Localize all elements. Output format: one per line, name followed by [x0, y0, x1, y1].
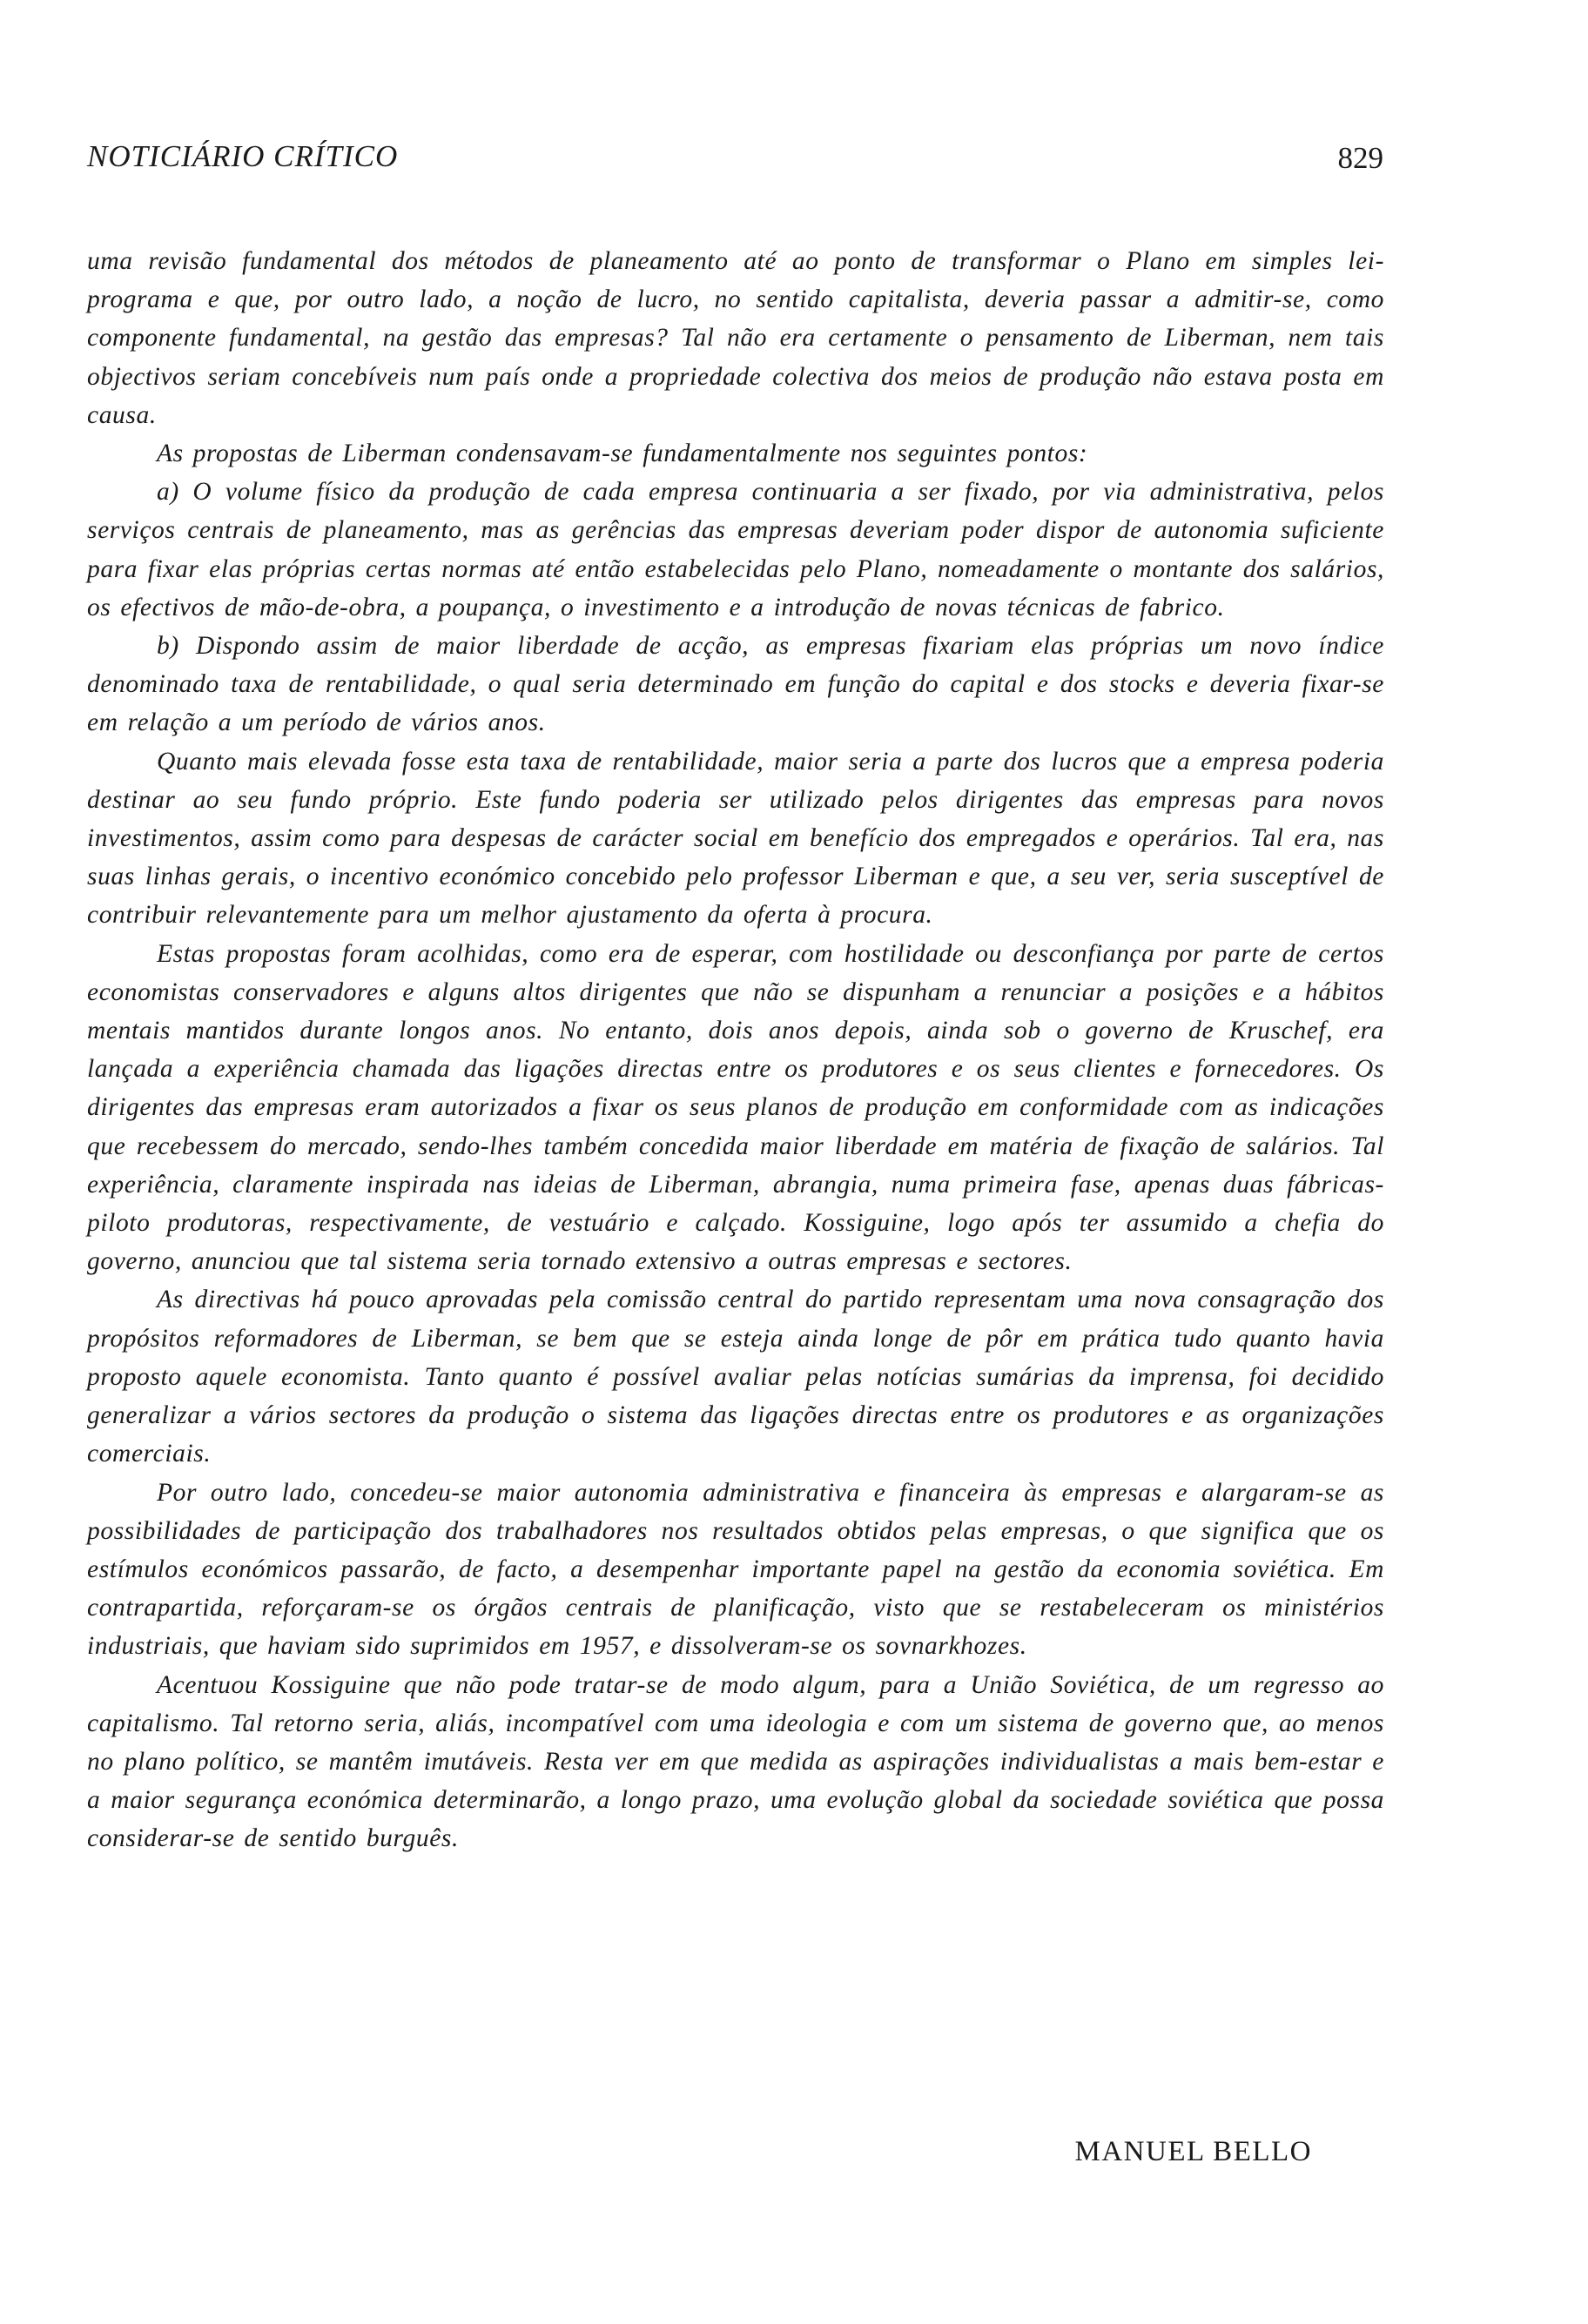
paragraph: As directivas há pouco aprovadas pela comissão central do partido representam uma nova consagração dos propósitos reformadores de Liberman, se bem que se esteja ainda longe de pôr em prática tudo quanto havia proposto aquele economista. Tanto quanto é possível avaliar pelas notícias sumárias da imprensa, foi decidido generalizar a vários sectores da produção o sistema das ligações directas entre os produtores e as organizações comerciais.: [87, 1286, 1384, 1468]
paragraph: uma revisão fundamental dos métodos de planeamento até ao ponto de transformar o Plano em simples lei-programa e que, por outro lado, a noção de lucro, no sentido capitalista, deveria passar a admitir-se, como componente fundamental, na gestão das empresas? Tal não era certamente o pensamento de Liberman, nem tais objectivos seriam concebíveis num país onde a propriedade colectiva dos meios de produção não estava posta em causa.: [87, 247, 1384, 429]
article-body: [87, 242, 1384, 1858]
page-header: [87, 139, 1383, 183]
author-signature: MANUEL BELLO: [1074, 2136, 1312, 2167]
paragraph: As propostas de Liberman condensavam-se fundamentalmente nos seguintes pontos:: [157, 440, 1088, 468]
list-item-a: a) O volume físico da produção de cada empresa continuaria a ser fixado, por via administrativa, pelos serviços centrais de planeamento, mas as gerências das empresas deveriam poder dispor de autonomia suficiente para fixar elas próprias certas normas até então estabelecidas pelo Plano, nomeadamente o montante dos salários, os efectivos de mão-de-obra, a poupança, o investimento e a introdução de novas técnicas de fabrico.: [87, 478, 1384, 621]
paragraph: Acentuou Kossiguine que não pode tratar-se de modo algum, para a União Soviética, de um regresso ao capitalismo. Tal retorno seria, aliás, incompatível com uma ideologia e com um sistema de governo que, ao menos no plano político, se mantêm imutáveis. Resta ver em que medida as aspirações individualistas a mais bem-estar e a maior segurança económica determinarão, a longo prazo, uma evolução global da sociedade soviética que possa considerar-se de sentido burguês.: [87, 1670, 1384, 1853]
list-item-b: b) Dispondo assim de maior liberdade de acção, as empresas fixariam elas próprias um novo índice denominado taxa de rentabilidade, o qual seria determinado em função do capital e dos stocks e deveria fixar-se em relação a um período de vários anos.: [87, 632, 1384, 737]
running-head: NOTICIÁRIO CRÍTICO: [87, 139, 399, 173]
paragraph: Estas propostas foram acolhidas, como era de esperar, com hostilidade ou desconfiança por parte de certos economistas conservadores e alguns altos dirigentes que não se dispunham a renunciar a posições e a hábitos mentais mantidos durante longos anos. No entanto, dois anos depois, ainda sob o governo de Kruschef, era lançada a experiência chamada das ligações directas entre os produtores e os seus clientes e fornecedores. Os dirigentes das empresas eram autorizados a fixar os seus planos de produção em conformidade com as indicações que recebessem do mercado, sendo-lhes também concedida maior liberdade em matéria de fixação de salários. Tal experiência, claramente inspirada nas ideias de Liberman, abrangia, numa primeira fase, apenas duas fábricas-piloto produtoras, respectivamente, de vestuário e calçado. Kossiguine, logo após ter assumido a chefia do governo, anunciou que tal sistema seria tornado extensivo a outras empresas e sectores.: [87, 939, 1384, 1276]
page-number: 829: [1337, 141, 1383, 175]
paragraph: Quanto mais elevada fosse esta taxa de rentabilidade, maior seria a parte dos lucros que a empresa poderia destinar ao seu fundo próprio. Este fundo poderia ser utilizado pelos dirigentes das empresas para novos investimentos, assim como para despesas de carácter social em benefício dos empregados e operários. Tal era, nas suas linhas gerais, o incentivo económico concebido pelo professor Liberman e que, a seu ver, seria susceptível de contribuir relevantemente para um melhor ajustamento da oferta à procura.: [87, 747, 1384, 930]
paragraph: Por outro lado, concedeu-se maior autonomia administrativa e financeira às empresas e alargaram-se as possibilidades de participação dos trabalhadores nos resultados obtidos pelas empresas, o que significa que os estímulos económicos passarão, de facto, a desempenhar importante papel na gestão da economia soviética. Em contrapartida, reforçaram-se os órgãos centrais de planificação, visto que se restabeleceram os ministérios industriais, que haviam sido suprimidos em 1957, e dissolveram-se os sovnarkhozes.: [87, 1478, 1384, 1661]
